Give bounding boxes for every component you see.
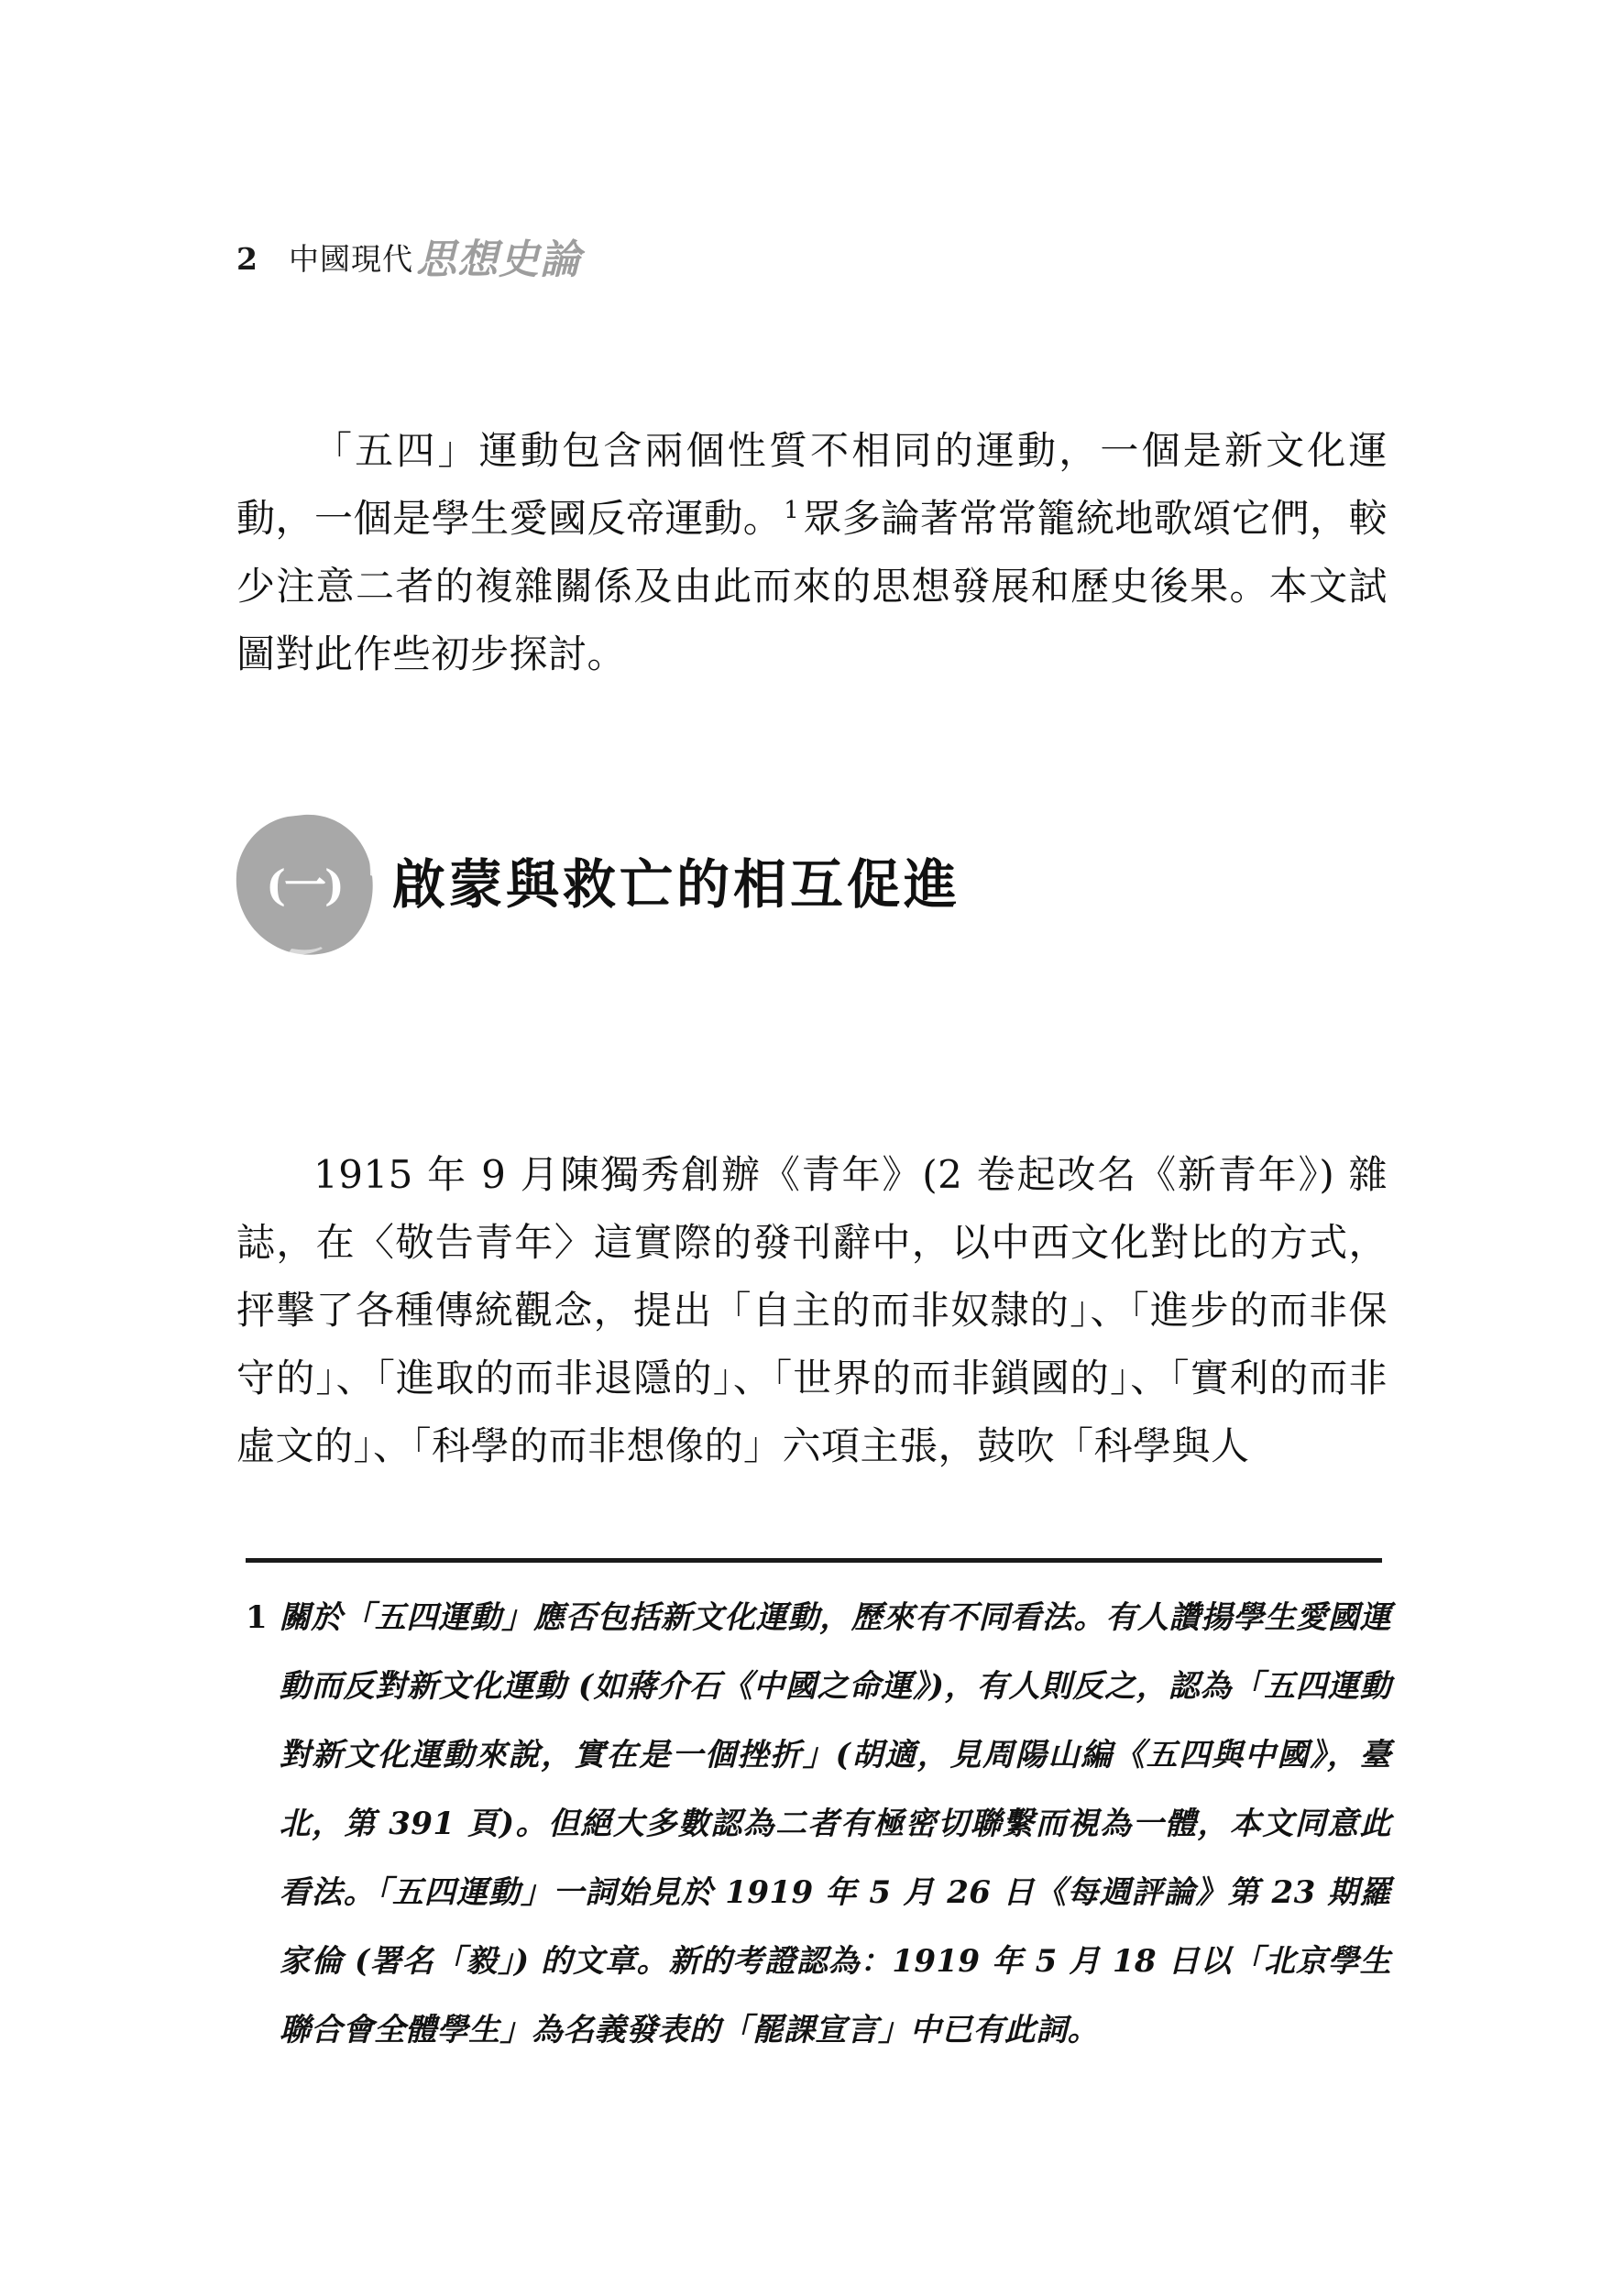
footnote-text: 關於「五四運動」應否包括新文化運動，歷來有不同看法。有人讚揚學生愛國運動而反對新文化運動 (如蔣介石《中國之命運》)，有人則反之，認為「五四運動對新文化運動來說，實在是一個挫折」(胡適，見周陽山編《五四與中國》，臺北，第 391 頁)。但絕大多數認為二者有極密切聯繫而視為一體，本文同意此看法。「五四運動」一詞始見於 1919 年 5 月 26 日《每週評論》第 23 期羅家倫 (署名「毅」) 的文章。新的考證認為：1919 年 5 月 18 日以「北京學生聯合會全體學生」為名義發表的「罷課宣言」中已有此詞。 — [279, 1599, 1391, 2048]
footnote-divider — [246, 1558, 1382, 1563]
paragraph-1-part-2: 眾多論著常常籠統地歌頌它們，較少注意二者的複雜關係及由此而來的思想發展和歷史後果。本文試圖對此作些初步探討。 — [236, 496, 1388, 676]
running-head — [236, 223, 581, 281]
brush-circle-icon — [231, 811, 378, 958]
body-paragraph-1-container — [236, 417, 1388, 688]
footnote-block — [246, 1584, 1391, 2065]
running-head-title-plain: 中國現代 — [288, 241, 413, 277]
body-paragraph-2: 1915 年 9 月陳獨秀創辦《青年》(2 卷起改名《新青年》) 雜誌，在〈敬告青年〉這實際的發刊辭中，以中西文化對比的方式，抨擊了各種傳統觀念，提出「自主的而非奴隸的」、「進步的而非保守的」、「進取的而非退隱的」、「世界的而非鎖國的」、「實利的而非虛文的」、「科學的而非想像的」六項主張，鼓吹「科學與人 — [236, 1152, 1388, 1468]
body-paragraph-1 — [236, 417, 1388, 688]
section-badge-label: (一) — [266, 861, 343, 910]
footnote-reference-1[interactable]: 1 — [784, 497, 800, 524]
page-number: 2 — [236, 241, 258, 277]
footnote-marker: 1 — [246, 1599, 268, 1636]
section-heading — [231, 807, 960, 962]
body-paragraph-2-container — [236, 1141, 1388, 1480]
section-heading-text: 啟蒙與救亡的相互促進 — [392, 853, 961, 916]
running-head-title-brush: 思想史論 — [415, 236, 581, 283]
paragraph-1-part-1: 「五四」運動包含兩個性質不相同的運動，一個是新文化運動，一個是學生愛國反帝運動。 — [236, 428, 1388, 541]
footnote-item — [246, 1584, 1391, 2065]
